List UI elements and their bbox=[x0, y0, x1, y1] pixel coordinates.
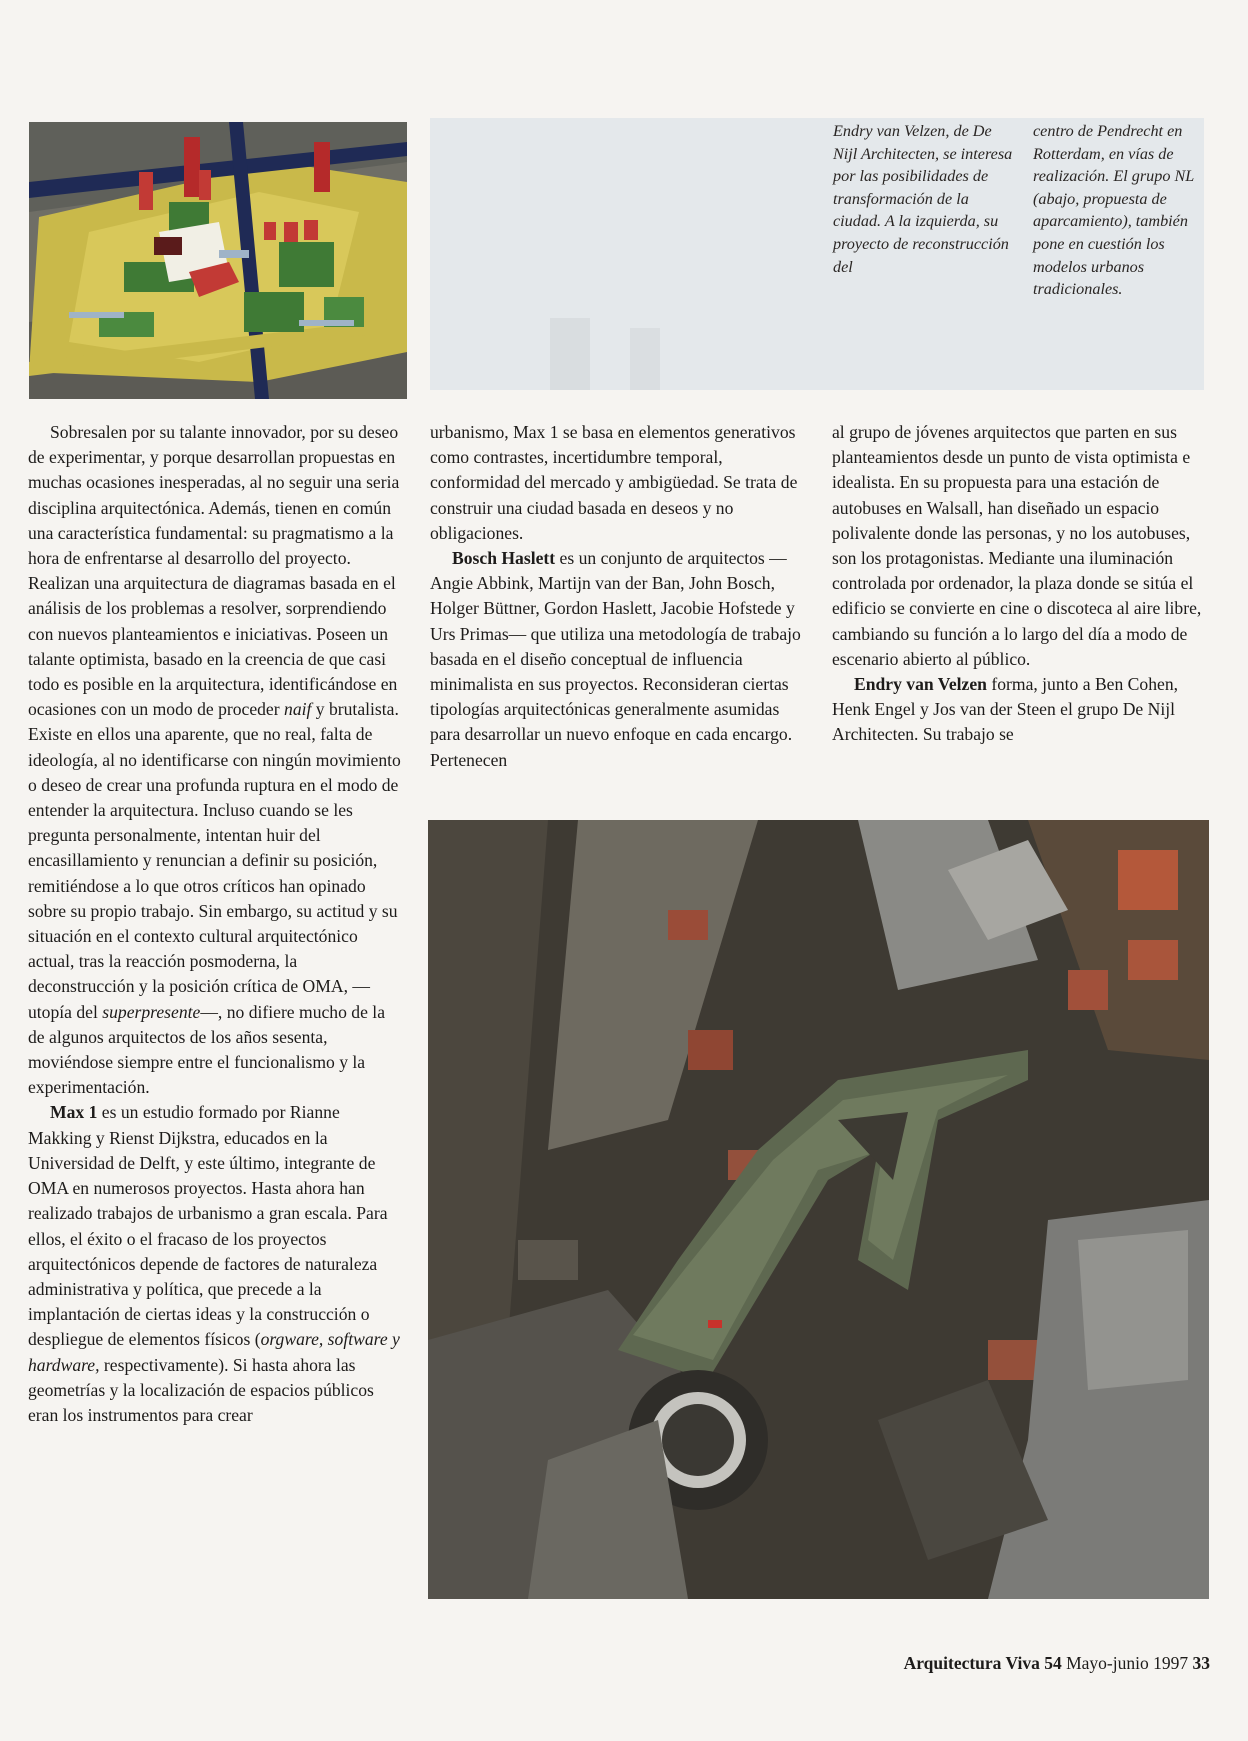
image-caption-part-2: centro de Pendrecht en Rotterdam, en vías de realización. El grupo NL (abajo, propuesta de aparcamiento), también pone en cuestión los modelos urbanos tradicionales. bbox=[1033, 122, 1194, 299]
image-caption-part-1: Endry van Velzen, de De Nijl Architecten, se interesa por las posibilidades de transformación de la ciudad. A la izquierda, su proyecto de reconstrucción del bbox=[833, 122, 1013, 276]
studio-name-max1: Max 1 bbox=[50, 1102, 98, 1123]
article-column-3 bbox=[832, 420, 1204, 748]
paragraph: Max 1 es un estudio formado por Rianne Makking y Rienst Dijkstra, educados en la Universidad de Delft, y este último, integrante de OMA en numerosos proyectos. Hasta ahora han realizado trabajos de urbanismo a gran escala. Para ellos, el éxito o el fracaso de los proyectos arquitectónicos depende de factores de naturaleza administrativa y política, que precede a la implantación de ciertas ideas y la construcción o despliegue de elementos físicos (orgware, software y hardware, respectivamente). Si hasta ahora las geometrías y la localización de espacios públicos eran los instrumentos para crear bbox=[28, 1102, 400, 1425]
paragraph: Bosch Haslett es un conjunto de arquitectos —Angie Abbink, Martijn van der Ban, John Bosch, Holger Büttner, Gordon Haslett, Jacobie Hofstede y Urs Primas— que utiliza una metodología de trabajo basada en el diseño conceptual de influencia minimalista en sus proyectos. Reconsideran ciertas tipologías arquitectónicas generalmente asumidas para desarrollar un nuevo enfoque en cada encargo. Pertenecen bbox=[430, 548, 801, 770]
paragraph: al grupo de jóvenes arquitectos que parten en sus planteamientos desde un punto de vista optimista e idealista. En su propuesta para una estación de autobuses en Walsall, han diseñado un espacio polivalente donde las personas, y no los autobuses, son los protagonistas. Mediante una iluminación controlada por ordenador, la plaza donde se sitúa el edificio se convierte en cine o discoteca al aire libre, cambiando su función a lo largo del día a modo de escenario abierto al público. bbox=[832, 422, 1202, 669]
article-column-2 bbox=[430, 420, 808, 773]
magazine-name: Arquitectura Viva 54 bbox=[903, 1653, 1062, 1673]
page-footer bbox=[820, 1653, 1210, 1674]
paragraph: Endry van Velzen forma, junto a Ben Cohen, Henk Engel y Jos van der Steen el grupo De Nijl Architecten. Su trabajo se bbox=[832, 674, 1179, 745]
aerial-photo-parking-proposal bbox=[428, 820, 1209, 1599]
paragraph: urbanismo, Max 1 se basa en elementos generativos como contrastes, incertidumbre temporal, conformidad del mercado y ambigüedad. Se trata de construir una ciudad basada en deseos y no obligaciones. bbox=[430, 422, 798, 543]
urban-plan-image bbox=[29, 122, 407, 399]
studio-name-bosch-haslett: Bosch Haslett bbox=[452, 548, 556, 569]
article-column-1 bbox=[28, 420, 403, 1428]
paragraph: Sobresalen por su talante innovador, por su deseo de experimentar, y porque desarrollan propuestas en muchas ocasiones inesperadas, al no seguir una seria disciplina arquitectónica. Además, tienen en común una característica fundamental: su pragmatismo a la hora de enfrentarse al desarrollo del proyecto. Realizan una arquitectura de diagramas basada en el análisis de los problemas a resolver, sorprendiendo con nuevos planteamientos e iniciativas. Poseen un talante optimista, basado en la creencia de que casi todo es posible en la arquitectura, identificándose en ocasiones con un modo de proceder naif y brutalista. Existe en ellos una aparente, que no real, falta de ideología, al no identificarse con ningún movimiento o deseo de crear una profunda ruptura en el modo de entender la arquitectura. Incluso cuando se les pregunta personalmente, intentan huir del encasillamiento y renuncian a definir su posición, remitiéndose a lo que otros críticos han opinado sobre su propio trabajo. Sin embargo, su actitud y su situación en el contexto cultural arquitectónico actual, tras la reacción posmoderna, la deconstrucción y la posición crítica de OMA, —utopía del superpresente—, no difiere mucho de la de algunos arquitectos de los años sesenta, moviéndose siempre entre el funcionalismo y la experimentación. bbox=[28, 422, 401, 1098]
issue-date: Mayo-junio 1997 bbox=[1066, 1653, 1189, 1673]
architect-name-endry-van-velzen: Endry van Velzen bbox=[854, 674, 987, 695]
page-number: 33 bbox=[1192, 1653, 1210, 1673]
